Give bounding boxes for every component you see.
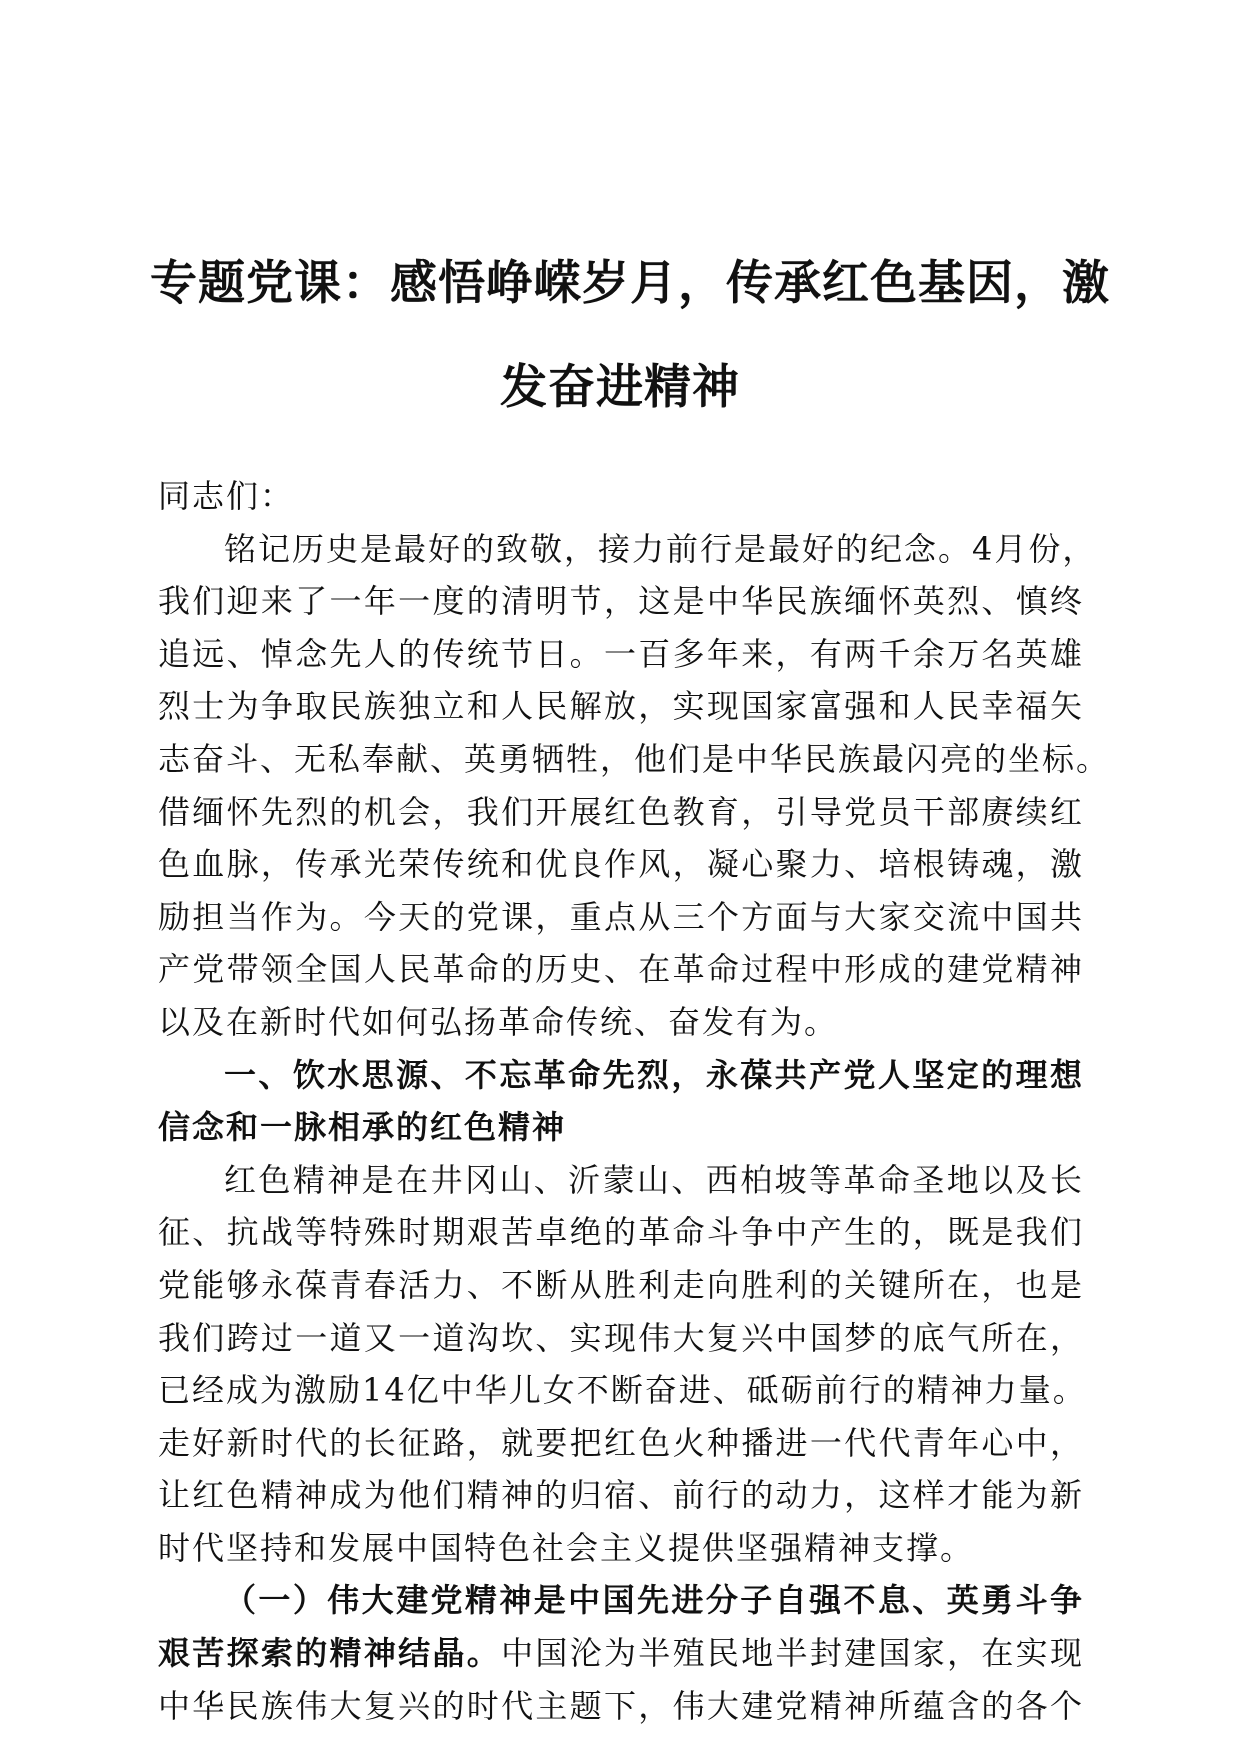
paragraph-line: 励担当作为。今天的党课，重点从三个方面与大家交流中国共 bbox=[158, 897, 1084, 936]
paragraph-3 bbox=[158, 1574, 1084, 1732]
paragraph-1 bbox=[158, 523, 1111, 1049]
paragraph-line: 志奋斗、无私奉献、英勇牺牲，他们是中华民族最闪亮的坐标。 bbox=[158, 739, 1111, 778]
paragraph-line: 我们跨过一道又一道沟坎、实现伟大复兴中国梦的底气所在， bbox=[158, 1318, 1084, 1357]
document-title bbox=[150, 232, 1110, 440]
heading-line: 一、饮水思源、不忘革命先烈，永葆共产党人坚定的理想 bbox=[224, 1055, 1084, 1094]
paragraph-line: 铭记历史是最好的致敬，接力前行是最好的纪念。4月份， bbox=[224, 529, 1097, 568]
paragraph-line: 烈士为争取民族独立和人民解放，实现国家富强和人民幸福矢 bbox=[158, 687, 1084, 726]
title-line-1: 专题党课：感悟峥嵘岁月，传承红色基因，激 bbox=[150, 256, 1110, 311]
paragraph-line: 红色精神是在井冈山、沂蒙山、西柏坡等革命圣地以及长 bbox=[224, 1160, 1084, 1199]
document-body bbox=[158, 470, 1111, 1732]
section-heading-1 bbox=[158, 1049, 1084, 1154]
paragraph-line: 以及在新时代如何弘扬革命传统、奋发有为。 bbox=[158, 1002, 839, 1041]
paragraph-line: 借缅怀先烈的机会，我们开展红色教育，引导党员干部赓续红 bbox=[158, 792, 1084, 831]
paragraph-line: 征、抗战等特殊时期艰苦卓绝的革命斗争中产生的，既是我们 bbox=[158, 1213, 1084, 1252]
paragraph-line-rest: 中国沦为半殖民地半封建国家，在实现 bbox=[501, 1634, 1084, 1673]
paragraph-line: 党能够永葆青春活力、不断从胜利走向胜利的关键所在，也是 bbox=[158, 1265, 1084, 1304]
paragraph-line: 已经成为激励14亿中华儿女不断奋进、砥砺前行的精神力量。 bbox=[158, 1371, 1087, 1410]
title-line-2: 发奋进精神 bbox=[500, 360, 740, 415]
paragraph-line: 让红色精神成为他们精神的归宿、前行的动力，这样才能为新 bbox=[158, 1476, 1084, 1515]
paragraph-line: 产党带领全国人民革命的历史、在革命过程中形成的建党精神 bbox=[158, 950, 1084, 989]
paragraph-line: 我们迎来了一年一度的清明节，这是中华民族缅怀英烈、慎终 bbox=[158, 582, 1084, 621]
paragraph-line bbox=[158, 1627, 1084, 1680]
paragraph-line: 走好新时代的长征路，就要把红色火种播进一代代青年心中， bbox=[158, 1423, 1084, 1462]
subsection-lead-line: （一）伟大建党精神是中国先进分子自强不息、英勇斗争 bbox=[224, 1581, 1084, 1620]
subsection-lead-end: 艰苦探索的精神结晶。 bbox=[158, 1634, 502, 1673]
paragraph-line: 色血脉，传承光荣传统和优良作风，凝心聚力、培根铸魂，激 bbox=[158, 845, 1084, 884]
salutation: 同志们： bbox=[158, 477, 295, 515]
paragraph-line: 时代坚持和发展中国特色社会主义提供坚强精神支撑。 bbox=[158, 1528, 975, 1567]
heading-line: 信念和一脉相承的红色精神 bbox=[158, 1108, 567, 1147]
paragraph-line: 追远、悼念先人的传统节日。一百多年来，有两千余万名英雄 bbox=[158, 634, 1084, 673]
paragraph-2 bbox=[158, 1154, 1087, 1575]
paragraph-line: 中华民族伟大复兴的时代主题下，伟大建党精神所蕴含的各个 bbox=[158, 1686, 1084, 1725]
